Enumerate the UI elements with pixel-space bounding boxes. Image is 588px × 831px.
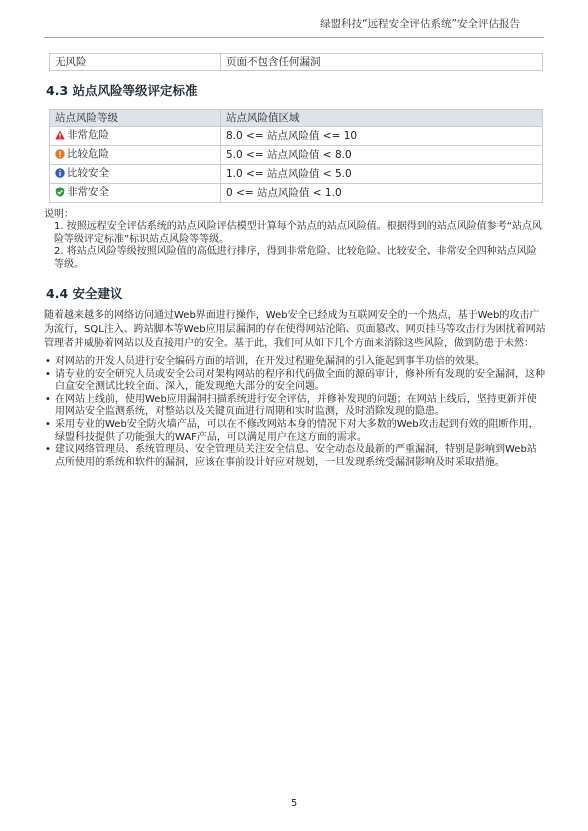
table-row: [50, 54, 543, 71]
risk-range-cell: 0 <= 站点风险值 < 1.0: [221, 184, 543, 203]
list-item-text: 在网站上线前，使用Web应用漏洞扫描系统进行安全评估，并修补发现的问题；在网站上线后，坚持更新并使用网站安全监测系统，对整站以及关键页面进行周期和实时监测，及时消除发现的隐患。: [55, 393, 537, 418]
bullet-marker: •: [45, 356, 51, 367]
table-cell-level: 无风险: [50, 54, 221, 71]
note-item: 2. 将站点风险等级按照风险值的高低进行排序，得到非常危险、比较危险、比较安全、非常安全四种站点风险等级。: [54, 246, 537, 270]
table-row: [50, 184, 543, 203]
risk-level-cell: [55, 146, 109, 162]
list-item: [44, 356, 546, 369]
risk-level-label: 比较危险: [67, 148, 109, 160]
exclamation-circle-icon: [55, 149, 65, 159]
notes-list: [54, 221, 546, 271]
bullet-marker: •: [45, 393, 51, 405]
bullet-marker: •: [45, 444, 51, 456]
bullet-marker: •: [45, 418, 51, 430]
risk-level-cell: [55, 165, 109, 181]
notes-label: 说明：: [44, 209, 74, 220]
table-header-row: [50, 110, 543, 127]
check-shield-icon: [55, 187, 65, 197]
table-row: [50, 165, 543, 184]
security-advice-list: [44, 356, 546, 469]
risk-level-label: 比较安全: [67, 167, 109, 179]
risk-range-cell: 8.0 <= 站点风险值 <= 10: [221, 127, 543, 146]
warning-triangle-icon: [55, 130, 65, 140]
site-risk-standard-table: [49, 109, 543, 203]
note-item: 1. 按照远程安全评估系统的站点风险评估模型计算每个站点的站点风险值。根据得到的站点风险值参考“站点风险等级评定标准”标识站点风险等等级。: [54, 221, 542, 245]
section-4-4-heading: 4.4 安全建议: [46, 286, 123, 301]
table-row: [50, 127, 543, 146]
info-circle-icon: [55, 168, 65, 178]
security-advice-paragraph: 随着越来越多的网络访问通过Web界面进行操作，Web安全已经成为互联网安全的一个热点，基于Web的攻击广为流行，SQL注入、跨站脚本等Web应用层漏洞的存在使得网站沦陷、页面篡改、网页挂马等攻击行为困扰着网站管理者并威胁着网站以及直接用户的安全。基于此，我们可从如下几个方面来消除这些风险，做到防患于未然：: [44, 310, 546, 349]
report-header-title: 绿盟科技“远程安全评估系统”安全评估报告: [320, 18, 520, 30]
risk-level-cell: [55, 184, 109, 200]
page-number: 5: [290, 798, 298, 809]
header-divider: [44, 37, 544, 38]
list-item: [44, 444, 546, 469]
risk-range-cell: 1.0 <= 站点风险值 < 5.0: [221, 165, 543, 184]
list-item: [44, 394, 546, 419]
table-row: [50, 146, 543, 165]
risk-level-cell: [55, 127, 109, 143]
list-item: [44, 419, 546, 444]
column-header-risk-level: 站点风险等级: [50, 110, 221, 127]
section-4-3-heading: 4.3 站点风险等级评定标准: [46, 83, 198, 98]
risk-level-label: 非常安全: [67, 186, 109, 198]
column-header-risk-range: 站点风险值区域: [221, 110, 543, 127]
list-item-text: 对网站的开发人员进行安全编码方面的培训，在开发过程避免漏洞的引入能起到事半功倍的效果。: [55, 356, 485, 367]
bullet-marker: •: [45, 368, 51, 380]
table-cell-description: 页面不包含任何漏洞: [221, 54, 543, 71]
list-item-text: 采用专业的Web安全防火墙产品，可以在不修改网站本身的情况下对大多数的Web攻击起到有效的阻断作用，绿盟科技提供了功能强大的WAF产品，可以满足用户在这方面的需求。: [55, 418, 539, 443]
list-item-text: 建议网络管理员、系统管理员、安全管理员关注安全信息、安全动态及最新的严重漏洞，特别是影响到Web站点所使用的系统和软件的漏洞，应该在事前设计好应对规划，一旦发现系统受漏洞影响及时采取措施。: [55, 444, 537, 468]
risk-range-cell: 5.0 <= 站点风险值 < 8.0: [221, 146, 543, 165]
risk-level-label: 非常危险: [67, 129, 109, 141]
risk-level-table-continued: [49, 53, 543, 71]
list-item-text: 请专业的安全研究人员或安全公司对架构网站的程序和代码做全面的源码审计，修补所有发现的安全漏洞，这种白盒安全测试比较全面、深入，能发现绝大部分的安全问题。: [55, 368, 545, 393]
list-item: [44, 369, 546, 394]
